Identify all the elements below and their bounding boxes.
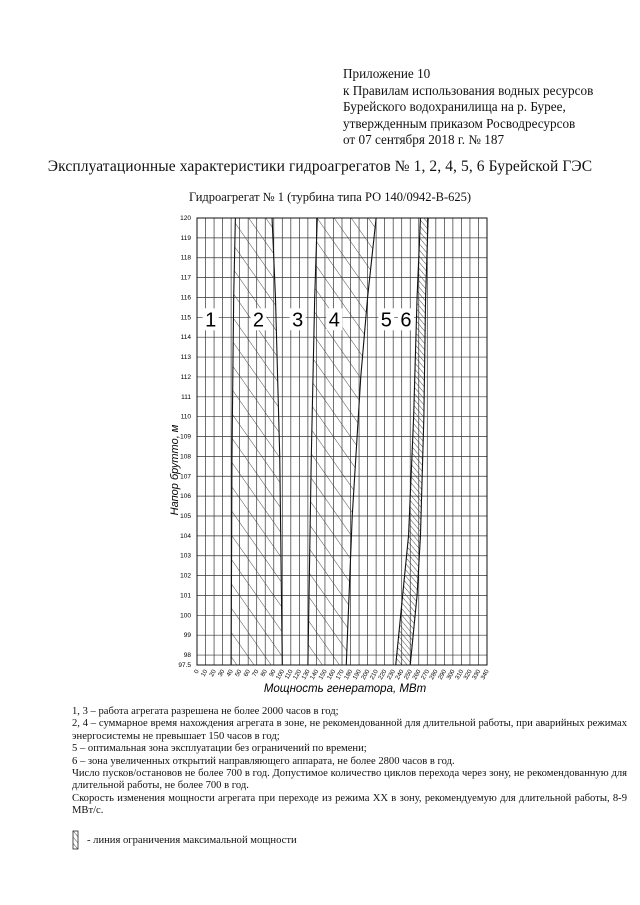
note-item: Число пусков/остановов не более 700 в год. Допустимое количество циклов перехода через зону, не рекомендованную для длительной работы, не более 700 в год. (72, 768, 627, 792)
legend-key (72, 830, 297, 850)
x-axis-label: Мощность генератора, МВт (263, 683, 427, 695)
x-tick-label: 180 (343, 668, 355, 681)
y-tick-label: 107 (180, 473, 191, 481)
y-tick-label: 97.5 (178, 662, 191, 669)
x-tick-label: 200 (360, 668, 372, 681)
x-tick-label: 20 (208, 668, 218, 678)
x-tick-label: 300 (445, 668, 457, 681)
x-tick-label: 150 (317, 668, 329, 681)
y-tick-label: 119 (180, 234, 191, 242)
x-tick-label: 230 (385, 668, 397, 681)
legend-key-text: - линия ограничения максимальной мощности (87, 834, 297, 846)
x-tick-label: 250 (402, 668, 414, 681)
x-tick-label: 320 (462, 668, 474, 681)
zone-label-2: 2 (252, 309, 264, 332)
x-tick-label: 140 (308, 668, 321, 681)
operating-chart (0, 205, 640, 700)
appendix-line: Приложение 10 (343, 66, 431, 81)
x-tick-label: 260 (411, 668, 423, 681)
x-tick-label: 310 (453, 668, 466, 681)
x-tick-label: 40 (225, 668, 235, 678)
page-title: Эксплуатационные характеристики гидроагрегатов № 1, 2, 4, 5, 6 Бурейской ГЭС (47, 158, 593, 175)
note-item: 6 – зона увеличенных открытий направляющего аппарата, не более 2800 часов в год. (72, 755, 455, 767)
y-tick-label: 118 (180, 254, 191, 262)
x-tick-label: 120 (291, 668, 304, 681)
note-item: Скорость изменения мощности агрегата при переходе из режима ХХ в зону, рекомендуемую для длительной работы, 8-9 МВт/с. (72, 792, 627, 817)
x-tick-label: 0 (192, 668, 201, 675)
note-item: 1, 3 – работа агрегата разрешена не более 2000 часов в год; (72, 706, 339, 717)
x-tick-label: 60 (242, 668, 252, 678)
x-tick-label: 70 (250, 668, 261, 678)
y-tick-label: 105 (180, 513, 191, 520)
y-tick-label: 101 (180, 592, 191, 600)
x-tick-label: 270 (419, 668, 432, 681)
x-tick-label: 280 (428, 668, 440, 681)
y-tick-label: 102 (180, 572, 191, 580)
y-tick-label: 114 (180, 334, 191, 342)
x-tick-label: 340 (479, 668, 491, 681)
y-tick-label: 113 (180, 354, 191, 362)
note-item: 5 – оптимальная зона эксплуатации без ограничений по времени; (72, 743, 367, 755)
x-tick-label: 220 (377, 668, 389, 681)
appendix-header (343, 66, 633, 149)
y-tick-label: 99 (183, 632, 191, 640)
zone-label-3: 3 (292, 309, 304, 332)
x-tick-label: 290 (436, 668, 449, 681)
x-tick-label: 100 (274, 668, 287, 681)
x-tick-label: 160 (325, 668, 338, 681)
note-item: 2, 4 – суммарное время нахождения агрегата в зоне, не рекомендованной для длительной работы, при аварийных режимах энергосистемы не превышает 150 часов в год; (72, 718, 627, 742)
zone-1 (197, 218, 235, 665)
y-tick-label: 103 (180, 552, 191, 560)
y-tick-label: 100 (180, 612, 191, 620)
y-tick-label: 108 (180, 453, 191, 461)
y-tick-label: 115 (180, 314, 191, 322)
appendix-line: от 07 сентября 2018 г. № 187 (343, 132, 505, 148)
x-tick-label: 240 (394, 668, 406, 681)
appendix-line: утвержденным приказом Росводресурсов (343, 115, 576, 131)
x-tick-label: 130 (300, 668, 312, 681)
appendix-line: к Правилам использования водных ресурсов (343, 82, 594, 98)
x-tick-label: 210 (368, 668, 380, 681)
y-tick-label: 117 (180, 274, 191, 282)
x-tick-label: 110 (283, 668, 295, 681)
x-tick-label: 330 (470, 668, 483, 681)
notes (72, 706, 627, 818)
x-tick-label: 10 (199, 668, 210, 678)
y-tick-label: 120 (180, 215, 191, 222)
x-tick-label: 80 (259, 668, 269, 678)
y-tick-label: 110 (180, 413, 191, 421)
y-tick-label: 106 (180, 493, 191, 501)
zone-label-1: 1 (205, 309, 217, 332)
x-tick-label: 170 (334, 668, 346, 681)
y-tick-label: 109 (180, 433, 191, 441)
zone-label-4: 4 (328, 309, 340, 332)
hatched-line-icon (72, 830, 82, 850)
y-tick-label: 116 (180, 294, 191, 302)
appendix-line: Бурейского водохранилища на р. Бурее, (343, 99, 566, 115)
x-tick-label: 50 (233, 668, 244, 678)
y-tick-label: 111 (181, 393, 191, 401)
x-tick-label: 190 (351, 668, 363, 681)
y-axis-label: Напор брутто, м (169, 424, 181, 516)
x-tick-label: 30 (216, 668, 227, 678)
x-tick-label: 90 (267, 668, 278, 678)
chart-title: Гидроагрегат № 1 (турбина типа РО 140/0942-В-625) (188, 190, 472, 204)
y-tick-label: 104 (180, 532, 191, 540)
y-tick-label: 98 (183, 652, 191, 660)
y-tick-label: 112 (180, 373, 191, 381)
zone-label-6: 6 (400, 309, 412, 332)
zone-label-5: 5 (380, 309, 392, 332)
